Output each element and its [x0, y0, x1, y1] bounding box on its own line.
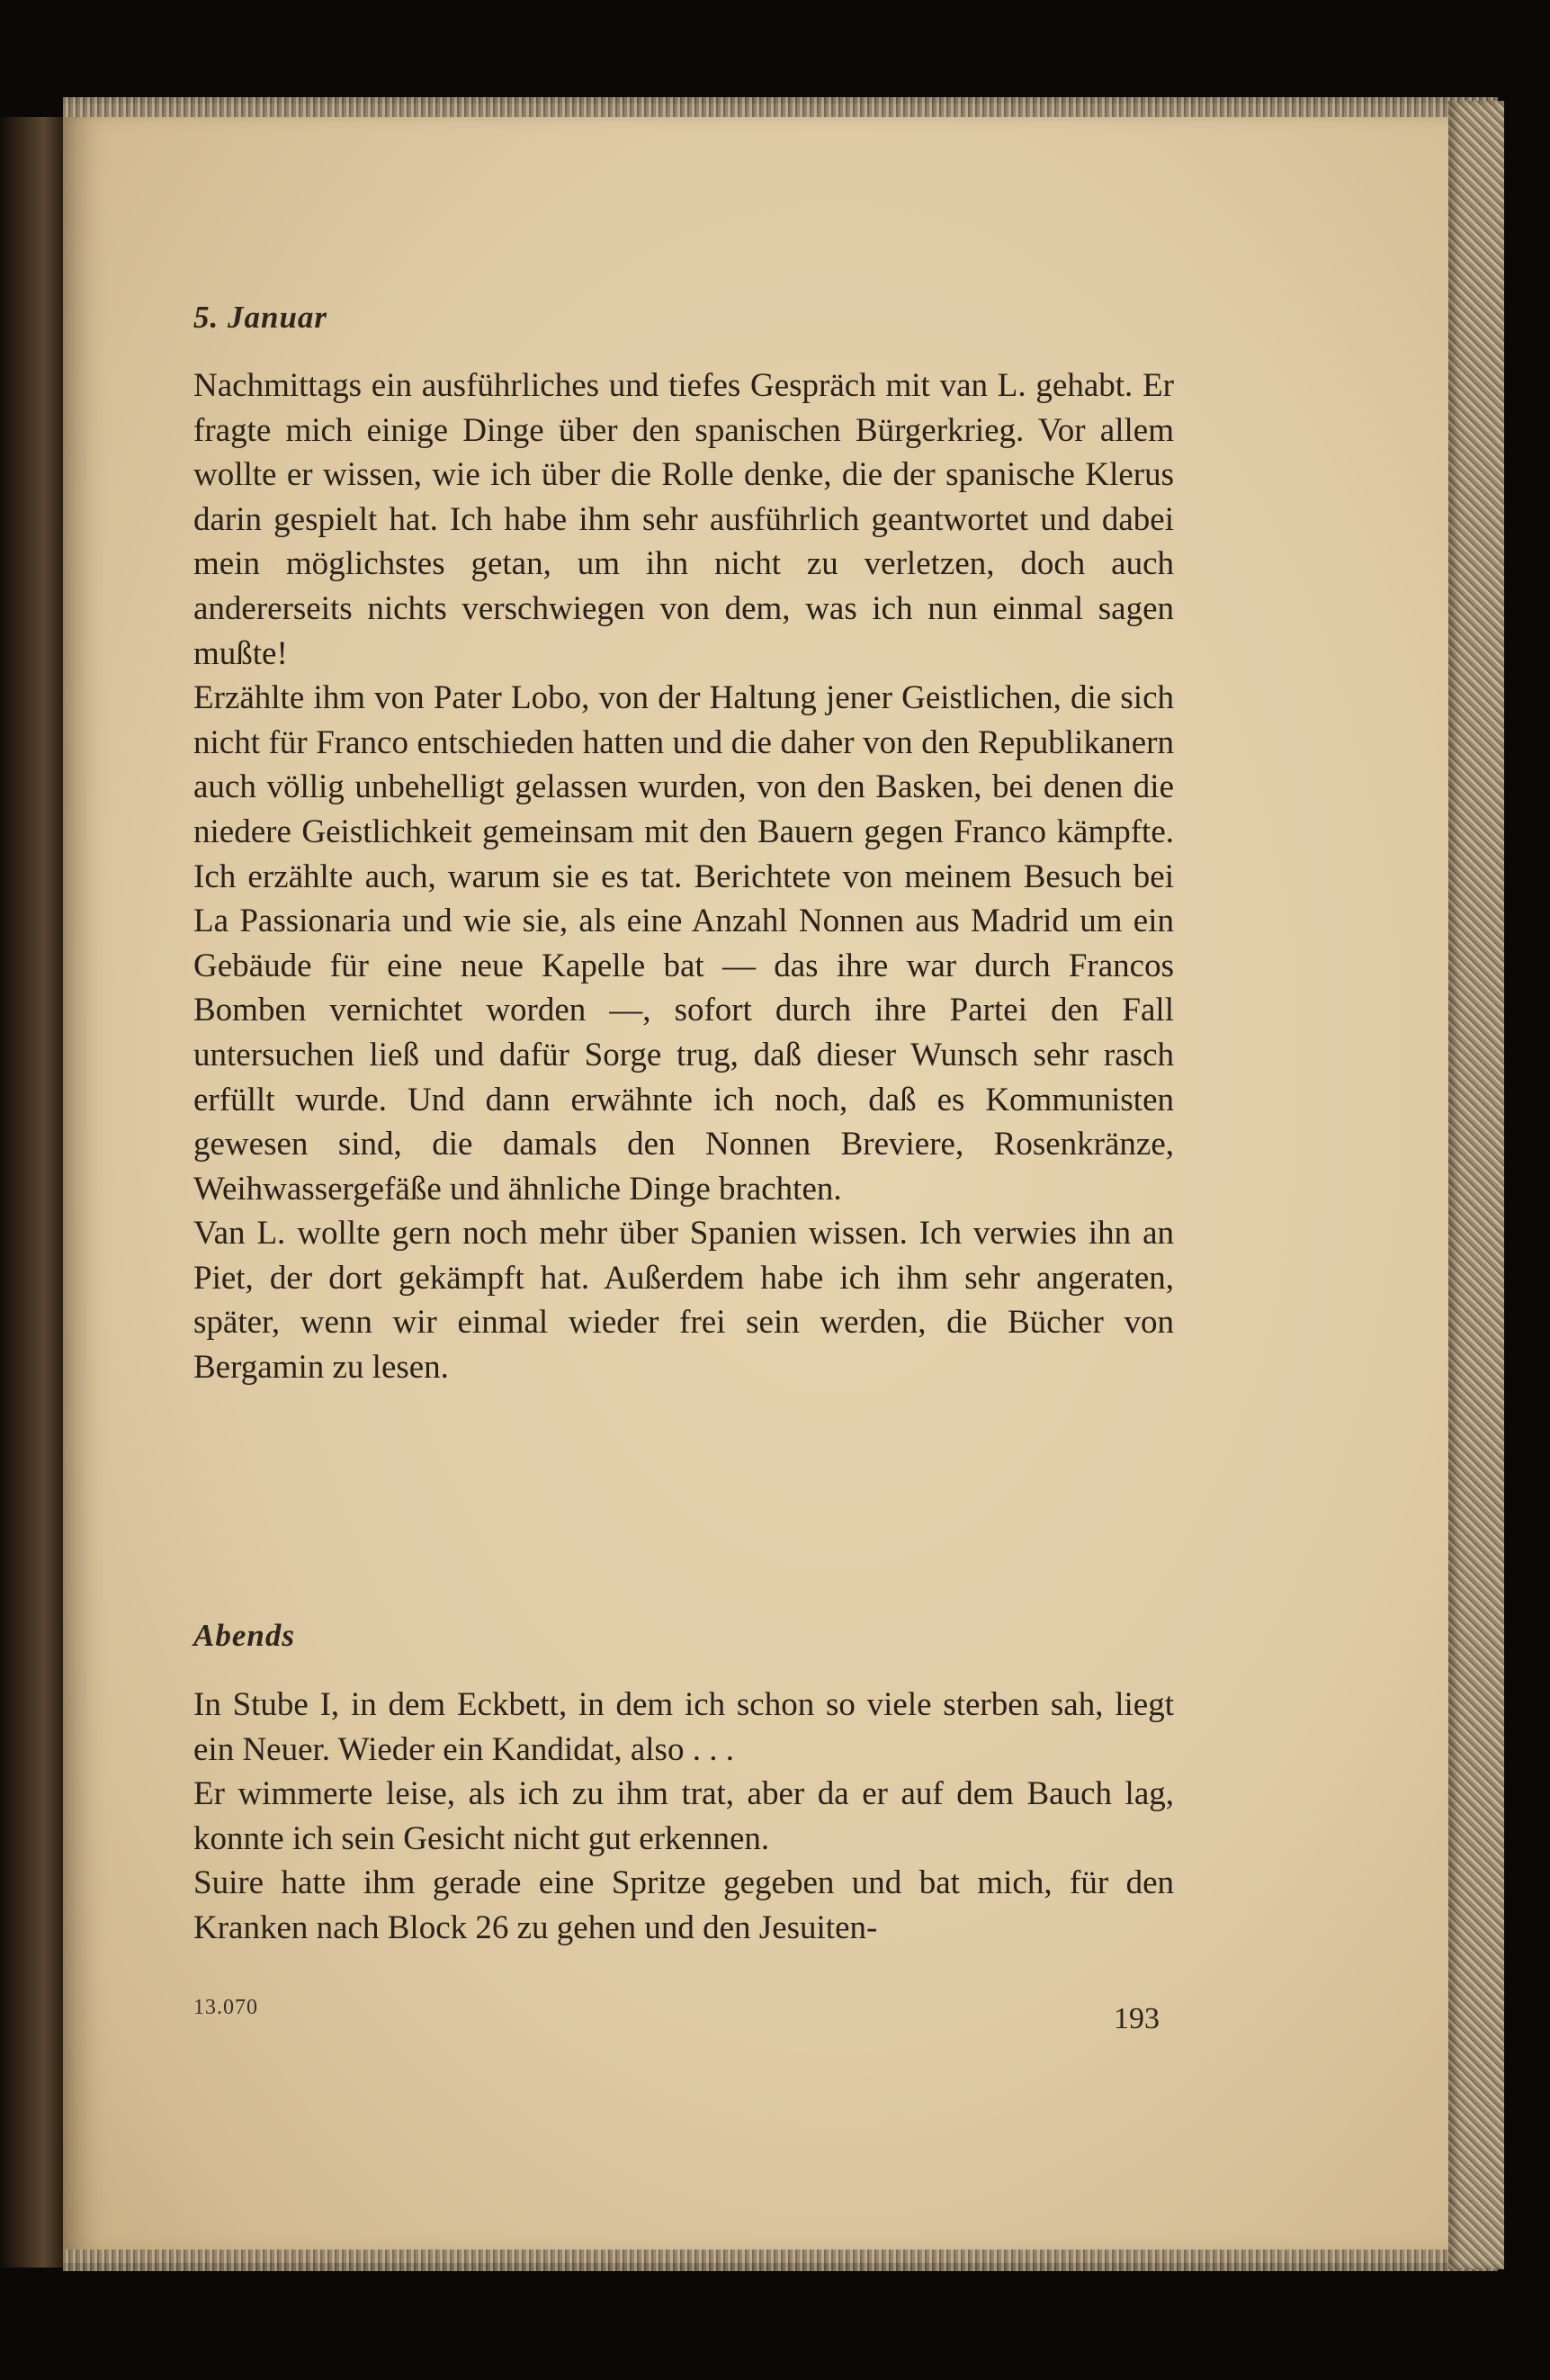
paragraph: Nachmittags ein ausführliches und tiefes Gespräch mit van L. gehabt. Er fragte mich einige Dinge über den spanischen Bürgerkrieg. Vor allem wollte er wissen, wie ich über die Rolle denke, die der spanische Klerus darin gespielt hat. Ich habe ihm sehr ausführlich geantwortet und dabei mein möglichstes getan, um ihn nicht zu verletzen, doch auch andererseits nichts verschwiegen von dem, was ich nun einmal sagen mußte! [193, 367, 1174, 672]
section-heading: 5. Januar [193, 300, 328, 335]
paragraph: Van L. wollte gern noch mehr über Spanien wissen. Ich verwies ihn an Piet, der dort gekämpft hat. Außerdem habe ich ihm sehr angeraten, später, wenn wir einmal wieder frei sein werden, die Bücher von Bergamin zu lesen. [193, 1215, 1174, 1387]
section-heading: Abends [193, 1618, 295, 1653]
paragraph: Erzählte ihm von Pater Lobo, von der Haltung jener Geistlichen, die sich nicht für Franco entschieden hatten und die daher von den Republikanern auch völlig unbehelligt gelassen wurden, von den Basken, bei denen die niedere Geistlichkeit gemeinsam mit den Bauern gegen Franco kämpfte. Ich erzählte auch, warum sie es tat. Berichtete von meinem Besuch bei La Passionaria und wie sie, als eine Anzahl Nonnen aus Madrid um ein Gebäude für eine neue Kapelle bat — das ihre war durch Francos Bomben vernichtet worden —, sofort durch ihre Partei den Fall untersuchen ließ und dafür Sorge trug, daß dieser Wunsch sehr rasch erfüllt wurde. Und dann erwähnte ich noch, daß es Kommunisten gewesen sind, die damals den Nonnen Breviere, Rosenkränze, Weihwassergefäße und ähnliche Dinge brachten. [193, 679, 1174, 1208]
entry-abends [193, 1618, 1174, 1654]
printer-signature: 13.070 [193, 1996, 258, 2019]
entry-5-januar-body [193, 364, 1174, 1390]
paragraph: Er wimmerte leise, als ich zu ihm trat, aber da er auf dem Bauch lag, konnte ich sein Gesicht nicht gut erkennen. [193, 1775, 1174, 1857]
page-bottom-edge [63, 2250, 1498, 2271]
page-top-edge [63, 97, 1498, 117]
book-spine-edge [0, 117, 63, 2268]
entry-abends-body [193, 1683, 1174, 1951]
entry-5-januar [193, 300, 1174, 336]
paragraph: Suire hatte ihm gerade eine Spritze gegeben und bat mich, für den Kranken nach Block 26 zu gehen und den Jesuiten- [193, 1864, 1174, 1946]
page-number: 193 [1114, 2002, 1160, 2035]
paragraph: In Stube I, in dem Eckbett, in dem ich schon so viele sterben sah, liegt ein Neuer. Wieder ein Kandidat, also . . . [193, 1686, 1174, 1768]
book-cover-edge [1448, 101, 1504, 2269]
